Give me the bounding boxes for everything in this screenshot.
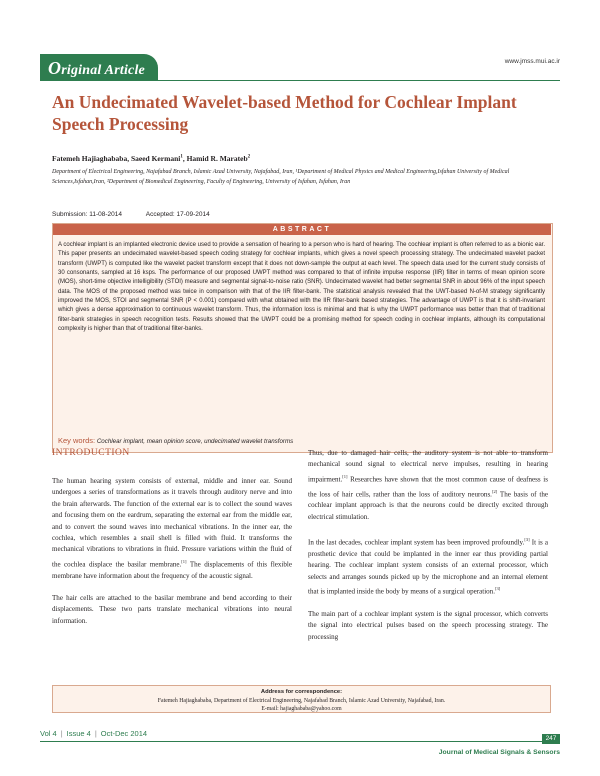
text-run: The human hearing system consists of external, middle and inner ear. Sound undergoes a series of transformations as it travels through auditory nerve and into the brain afterwards. The function of the external ear is to collect the sound waves and focusing them on the eardrum, separating the external ear from the middle ear, and to convert the sound waves into mechanical vibrations. In the inner ear, the cochlea, which resembles a snail shell is filled with fluid. It transforms the mechanical vibrations to vibrations in fluid. Pressure variations within the fluid of the cochlea displace the basilar membrane. (52, 477, 292, 569)
submission-dates (52, 211, 210, 218)
issue-info: Vol 4 | Issue 4 | Oct-Dec 2014 (40, 729, 148, 738)
author-names-2: , Hamid R. Marateb (182, 154, 248, 163)
body-column-left (52, 476, 292, 638)
text-run: Researches have shown that the most common cause of deafness is the loss of hair cells, rather than the loss of auditory neurons. (308, 475, 548, 498)
submission-date: Submission: 11-08-2014 (52, 211, 122, 218)
author-list (52, 154, 250, 163)
paragraph (308, 534, 548, 598)
correspondence-box (52, 685, 551, 713)
citation-ref[interactable]: [3] (524, 537, 530, 543)
text-run: In the last decades, cochlear implant system has been improved profoundly. (308, 538, 525, 547)
journal-name: Journal of Medical Signals & Sensors (438, 749, 560, 756)
paragraph: The main part of a cochlear implant system is the signal processor, which converts the signal into electrical pulses based on the speech processing strategy. The processing (308, 609, 548, 641)
article-type-banner (40, 54, 158, 80)
page-number: 247 (542, 734, 560, 744)
article-type-label: Original Article (48, 58, 145, 78)
abstract-heading: ABSTRACT (53, 224, 551, 235)
journal-url[interactable]: www.jmss.mui.ac.ir (504, 58, 560, 65)
accepted-date: Accepted: 17-09-2014 (145, 211, 210, 218)
volume: Vol 4 (40, 729, 57, 738)
section-title-introduction: INTRODUCTION (52, 448, 130, 458)
author-sup-2: 2 (247, 154, 251, 160)
author-sup-1: 1 (180, 154, 183, 160)
keywords-line (58, 436, 545, 445)
keywords-label: Key words: (58, 436, 96, 445)
correspondence-address: Fatemeh Hajiaghababa, Department of Electrical Engineering, Najafabad Branch, Islamic Azad University, Najafabad, Iran. (157, 697, 446, 704)
issue: Issue 4 (66, 729, 91, 738)
text-run: It is a prosthetic device that could be implanted in the inner ear thus providing partial hearing. The cochlear implant system consists of an external processor, which selects and arranges sounds picked up by the microphone and an internal element that is implanted inside the body by means of a surgical operation. (308, 538, 549, 596)
citation-ref[interactable]: [1] (181, 558, 187, 564)
correspondence-label: Address for correspondence: (260, 689, 343, 695)
author-names-1: Fatemeh Hajiaghababa, Saeed Kermani (52, 154, 181, 163)
paper-title: An Undecimated Wavelet-based Method for Cochlear Implant Speech Processing (52, 92, 517, 134)
footer-rule (40, 741, 560, 742)
body-column-right (308, 448, 548, 654)
paragraph (308, 448, 548, 523)
text-run: The basis of the cochlear implant approach is that the neurons could be directly excited through electrical stimulation. (308, 489, 548, 521)
paragraph: The hair cells are attached to the basilar membrane and bend according to their displacements. These two parts translate mechanical vibrations into neural information. (52, 594, 292, 625)
affiliations: Department of Electrical Engineering, Najafabad Branch, Islamic Azad University, Najafabad, Iran, ¹Department of Medical Physics and Medical Engineering,Isfahan University of Medical Sciences,Isfahan,Iran, ²Department of Biomedical Engineering, Faculty of Engineering, University of Isfahan, Isfahan, Iran (52, 169, 510, 185)
keywords-value: Cochlear implant, mean opinion score, undecimated wavelet transforms (96, 438, 294, 445)
header-rule (40, 80, 560, 81)
text-run: The displacements of this flexible membrane have information about the frequency of the acoustic signal. (52, 560, 292, 580)
citation-ref[interactable]: [1] (342, 473, 348, 479)
paragraph (52, 476, 292, 582)
text-run: Thus, due to damaged hair cells, the auditory system is not able to transform mechanical sound signal to electrical nerve impulses, resulting in hearing impairment. (308, 449, 548, 484)
citation-ref[interactable]: [3] (494, 586, 501, 592)
correspondence-email[interactable]: E-mail: hajiaghababa@yahoo.com (261, 706, 342, 712)
abstract-text: A cochlear implant is an implanted electronic device used to provide a sensation of hearing to a person who is hard of hearing. The cochlear implant is often referred to as a bionic ear. This paper presents an undecimated wavelet-based speech coding strategy for cochlear implants, which gives a novel speech processing strategy. The undecimated wavelet packet transform (UWPT) is computed like the wavelet packet transform except that it does not down-sample the output at each level. The speech data used for the current study consists of 30 consonants, sampled at 16 ksps. The performance of our proposed UWPT method was compared to that of infinite impulse response (IIR) filter in terms of mean opinion score (MOS), short-time objective intelligibility (STOI) measure and segmental signal-to-noise ratio (SNR). Undecimated wavelet had better segmental SNR in about 96% of the input speech data. The MOS of the proposed method was twice in comparison with that of the IIR filter-bank. The statistical analysis revealed that the UWT-based N-of-M strategy significantly improved the MOS, STOI and segmental SNR (P < 0.001) compared with what obtained with the IIR filter-bank based strategies. The advantage of UWPT is that it is shift-invariant which gives a dense approximation to continuous wavelet transform. Thus, the information loss is minimal and that is why the UWPT performance was better than that of traditional filter-bank strategies in speech recognition tests. Results showed that the UWPT could be a promising method for speech coding in cochlear implants, although its computational complexity is higher than that of traditional filter-banks. (58, 242, 545, 333)
issue-period: Oct-Dec 2014 (100, 729, 148, 738)
citation-ref[interactable]: [2] (491, 488, 498, 494)
